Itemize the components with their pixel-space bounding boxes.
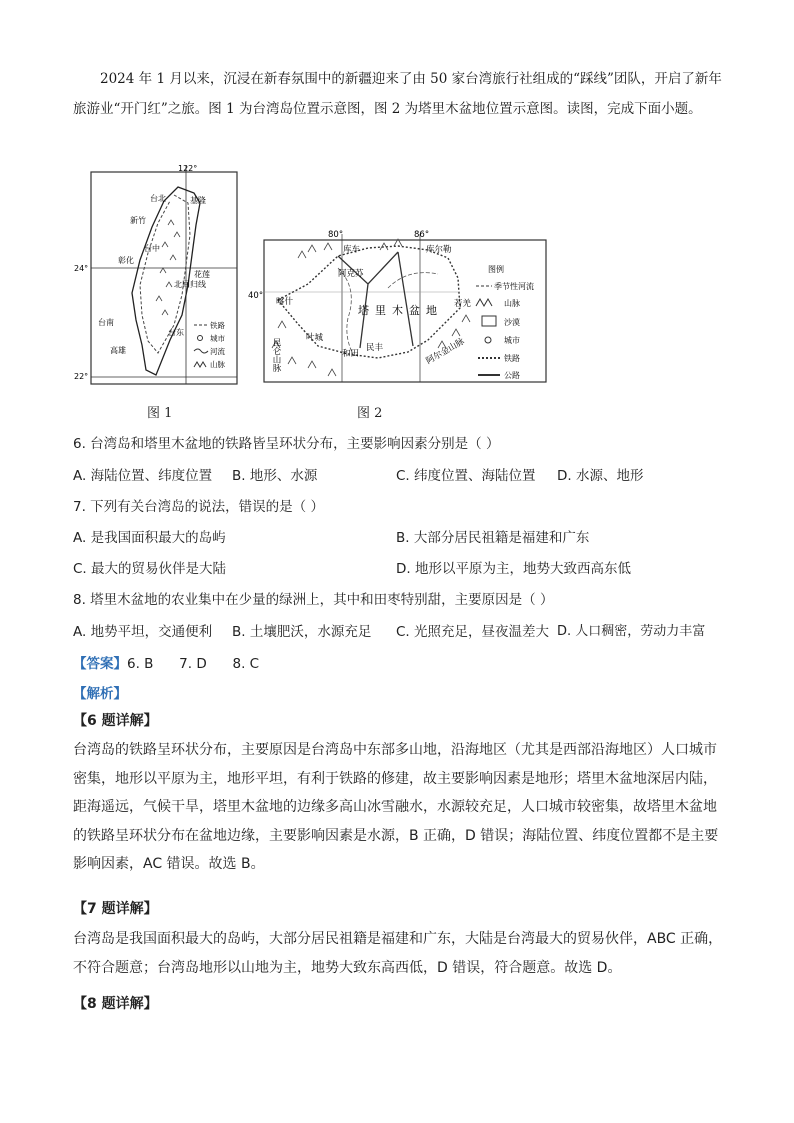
fig2-city-yecheng: 叶城 bbox=[306, 333, 324, 343]
detail-8-title: 【8 题详解】 bbox=[73, 996, 158, 1012]
question-6-stem: 6. 台湾岛和塔里木盆地的铁路皆呈环状分布，主要影响因素分别是（ ） bbox=[73, 436, 500, 452]
fig2-legend-railway: 铁路 bbox=[504, 354, 520, 363]
question-8-option-c: C. 光照充足，昼夜温差大 bbox=[396, 624, 550, 640]
detail-7-text: 台湾岛是我国面积最大的岛屿，大部分居民祖籍是福建和广东，大陆是台湾最大的贸易伙伴，ABC 正确，不符合题意；台湾岛地形以山地为主，地势大致东高西低，D 错误，符合题意。故选 D。 bbox=[73, 931, 723, 976]
question-7-option-a: A. 是我国面积最大的岛屿 bbox=[73, 530, 226, 546]
fig2-city-ruoqiang: 若羌 bbox=[454, 299, 472, 309]
figure-1-caption: 图 1 bbox=[147, 406, 173, 421]
fig1-lon-label: 122° bbox=[178, 164, 198, 173]
fig2-lon2-label: 86° bbox=[414, 230, 430, 240]
fig1-city-keelung: 基隆 bbox=[190, 196, 206, 205]
intro-paragraph: 2024 年 1 月以来，沉浸在新春氛围中的新疆迎来了由 50 家台湾旅行社组成的“踩线”团队，开启了新年旅游业“开门红”之旅。图 1 为台湾岛位置示意图，图 2 为塔里木盆地位置示意图。读图，完成下面小题。 bbox=[73, 71, 722, 117]
fig1-city-hsinchu: 新竹 bbox=[130, 216, 146, 225]
fig1-tropic-label: 北回归线 bbox=[174, 280, 206, 289]
tarim-highway bbox=[338, 252, 413, 348]
question-7-option-c: C. 最大的贸易伙伴是大陆 bbox=[73, 561, 227, 577]
figure-2-caption: 图 2 bbox=[357, 406, 383, 421]
fig1-lat-top-label: 24° bbox=[74, 264, 89, 273]
fig1-city-changhua: 彰化 bbox=[118, 256, 134, 265]
question-7-stem: 7. 下列有关台湾岛的说法，错误的是（ ） bbox=[73, 499, 324, 515]
answer-text: 6. B 7. D 8. C bbox=[127, 656, 260, 672]
analysis-tag: 【解析】 bbox=[73, 686, 127, 702]
fig2-kunlun-label: 昆仑山脉 bbox=[271, 338, 281, 372]
fig1-city-taipei: 台北 bbox=[150, 194, 166, 203]
question-8-stem: 8. 塔里木盆地的农业集中在少量的绿洲上，其中和田枣特别甜，主要原因是（ ） bbox=[73, 592, 554, 608]
fig1-lat-bottom-label: 22° bbox=[74, 372, 89, 381]
fig2-lat-label: 40° bbox=[248, 291, 264, 301]
detail-7-title: 【7 题详解】 bbox=[73, 901, 158, 917]
fig2-city-minfeng: 民丰 bbox=[366, 343, 384, 353]
fig2-legend-highway: 公路 bbox=[504, 371, 520, 380]
fig1-legend-railway: 铁路 bbox=[210, 321, 225, 330]
question-7-option-b: B. 大部分居民祖籍是福建和广东 bbox=[396, 530, 590, 546]
fig1-city-taichung: 台中 bbox=[144, 244, 160, 253]
question-6-option-a: A. 海陆位置、纬度位置 bbox=[73, 468, 213, 484]
fig2-city-hotan: 和田 bbox=[342, 349, 360, 359]
fig2-legend-mountain: 山脉 bbox=[504, 299, 520, 308]
fig2-altun-label: 阿尔金山脉 bbox=[424, 336, 467, 367]
fig2-legend-river: 季节性河流 bbox=[494, 282, 534, 291]
fig2-city-aksu: 阿克苏 bbox=[338, 269, 364, 279]
question-8-option-a: A. 地势平坦，交通便利 bbox=[73, 624, 213, 640]
fig2-legend-title: 图例 bbox=[488, 265, 504, 274]
fig1-legend-mountain: 山脉 bbox=[210, 360, 225, 369]
taiwan-mountain-symbols bbox=[156, 220, 180, 315]
detail-6-title: 【6 题详解】 bbox=[73, 713, 158, 729]
question-6-option-b: B. 地形、水源 bbox=[232, 468, 318, 484]
question-7-option-d: D. 地形以平原为主，地势大致西高东低 bbox=[396, 561, 631, 577]
fig1-legend-city: 城市 bbox=[210, 334, 225, 343]
fig1-legend bbox=[194, 320, 225, 369]
answer-tag: 【答案】 bbox=[73, 656, 127, 672]
fig1-city-tainan: 台南 bbox=[98, 318, 114, 327]
fig2-legend bbox=[476, 264, 534, 380]
fig1-city-hualien: 花莲 bbox=[194, 270, 210, 279]
question-6-option-d: D. 水源、地形 bbox=[557, 468, 644, 484]
fig2-basin-label: 塔里木盆地 bbox=[358, 304, 443, 317]
fig1-legend-river: 河流 bbox=[210, 347, 225, 356]
fig1-city-kaohsiung: 高雄 bbox=[110, 346, 126, 355]
answer-line bbox=[73, 652, 259, 672]
fig1-city-taitung: 台东 bbox=[168, 328, 184, 337]
figure-1-taiwan-map bbox=[74, 164, 240, 390]
question-6-option-c: C. 纬度位置、海陆位置 bbox=[396, 468, 536, 484]
fig2-legend-desert: 沙漠 bbox=[504, 318, 520, 327]
fig2-city-kashgar: 喀什 bbox=[276, 297, 294, 307]
fig2-legend-city: 城市 bbox=[504, 336, 520, 345]
detail-6-text: 台湾岛的铁路呈环状分布，主要原因是台湾岛中东部多山地，沿海地区（尤其是西部沿海地区）人口城市密集，地形以平原为主，地形平坦，有利于铁路的修建，故主要影响因素是地形；塔里木盆地深居内陆，距海遥远，气候干旱，塔里木盆地的边缘多高山冰雪融水，水源较充足，人口城市较密集，故塔里木盆地的铁路呈环状分布在盆地边缘，主要影响因素是水源，B 正确，D 错误；海陆位置、纬度位置都不是主要影响因素，AC 错误。故选 B。 bbox=[73, 742, 719, 872]
question-8-option-d: D. 人口稠密，劳动力丰富 bbox=[557, 624, 706, 639]
figure-2-tarim-map bbox=[248, 228, 548, 388]
fig2-lon1-label: 80° bbox=[328, 230, 344, 240]
fig2-city-kuqa: 库车 bbox=[343, 245, 361, 255]
fig2-city-korla: 库尔勒 bbox=[426, 245, 452, 255]
question-8-option-b: B. 土壤肥沃，水源充足 bbox=[232, 624, 372, 640]
